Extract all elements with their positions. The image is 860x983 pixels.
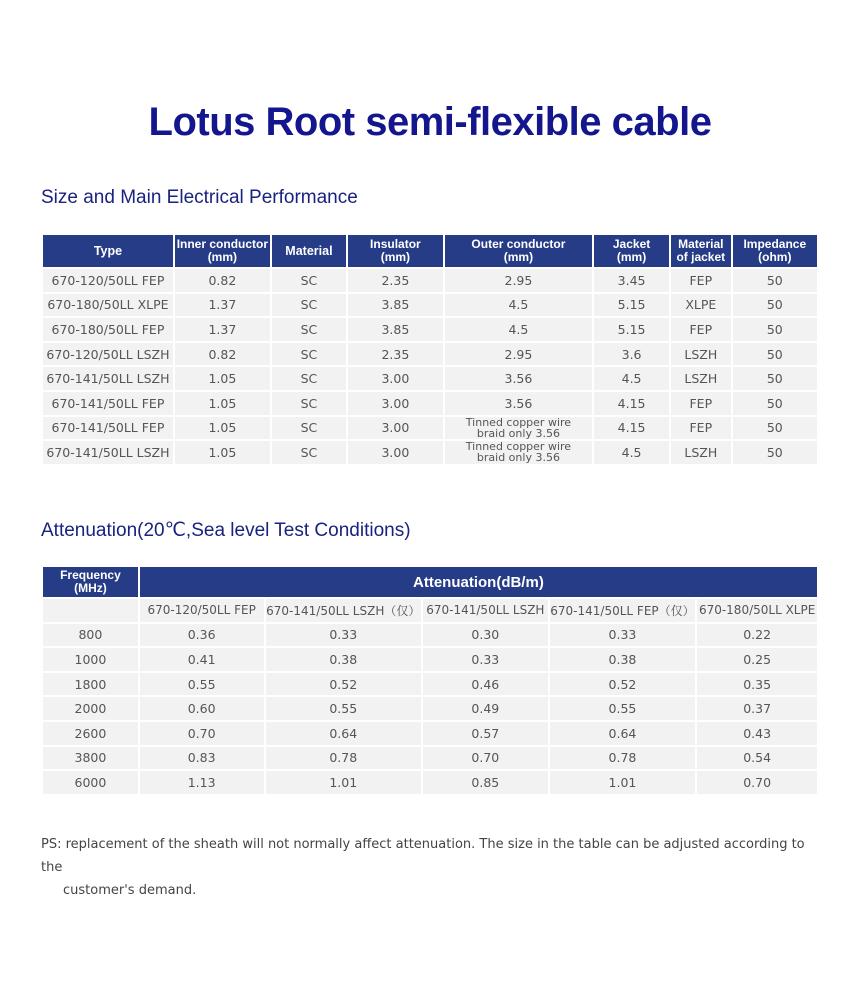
table-cell: 670-180/50LL FEP	[43, 318, 173, 341]
table-cell: 670-141/50LL FEP	[43, 417, 173, 440]
attenuation-cell: 0.55	[140, 673, 264, 696]
table-cell: 4.5	[445, 318, 592, 341]
attenuation-cell: 0.70	[140, 722, 264, 745]
attenuation-cell: 0.33	[550, 624, 696, 647]
spec-header-cell: Jacket (mm)	[594, 235, 669, 267]
table-cell: 3.00	[348, 392, 443, 415]
table-cell: 4.5	[445, 294, 592, 317]
atten-column-label: 670-120/50LL FEP	[140, 599, 264, 622]
table-cell: LSZH	[671, 343, 731, 366]
spec-header-cell: Insulator (mm)	[348, 235, 443, 267]
attenuation-cell: 0.36	[140, 624, 264, 647]
attenuation-cell: 1.01	[550, 771, 696, 794]
table-cell: 3.45	[594, 269, 669, 292]
table-row	[43, 441, 817, 464]
spec-header-cell: Inner conductor (mm)	[175, 235, 270, 267]
atten-subheader-row	[43, 599, 817, 622]
table-cell: 670-141/50LL FEP	[43, 392, 173, 415]
atten-header-row	[43, 567, 817, 597]
attenuation-cell: 1.01	[266, 771, 422, 794]
attenuation-cell: 0.55	[266, 697, 422, 720]
attenuation-cell: 0.78	[266, 747, 422, 770]
table-row	[43, 417, 817, 440]
table-cell: 3.56	[445, 367, 592, 390]
attenuation-cell: 1.13	[140, 771, 264, 794]
table-cell: 3.00	[348, 417, 443, 440]
table-cell: 2.35	[348, 343, 443, 366]
table-cell: SC	[272, 417, 346, 440]
spec-header-cell: Impedance (ohm)	[733, 235, 817, 267]
table-cell: 670-141/50LL LSZH	[43, 441, 173, 464]
blank-cell	[43, 599, 138, 622]
attenuation-cell: 0.83	[140, 747, 264, 770]
table-row	[43, 269, 817, 292]
attenuation-cell: 0.57	[423, 722, 548, 745]
table-cell: 50	[733, 441, 817, 464]
frequency-cell: 1800	[43, 673, 138, 696]
table-row	[43, 624, 817, 647]
table-cell: 50	[733, 343, 817, 366]
table-cell: FEP	[671, 392, 731, 415]
table-cell: 2.35	[348, 269, 443, 292]
spec-header-cell: Material of jacket	[671, 235, 731, 267]
attenuation-cell: 0.64	[550, 722, 696, 745]
frequency-header: Frequency (MHz)	[43, 567, 138, 597]
attenuation-cell: 0.30	[423, 624, 548, 647]
frequency-cell: 6000	[43, 771, 138, 794]
attenuation-cell: 0.70	[697, 771, 817, 794]
table-cell: 3.85	[348, 318, 443, 341]
attenuation-cell: 0.64	[266, 722, 422, 745]
atten-column-label: 670-141/50LL LSZH	[423, 599, 548, 622]
table-cell: 3.00	[348, 367, 443, 390]
ps-line-2: customer's demand.	[63, 883, 197, 898]
spec-header-row	[43, 235, 817, 267]
table-cell: 3.56	[445, 392, 592, 415]
table-cell: FEP	[671, 269, 731, 292]
page-title: Lotus Root semi-flexible cable	[148, 100, 712, 144]
table-row	[43, 747, 817, 770]
attenuation-cell: 0.49	[423, 697, 548, 720]
table-cell: 1.05	[175, 417, 270, 440]
frequency-cell: 3800	[43, 747, 138, 770]
attenuation-cell: 0.33	[423, 648, 548, 671]
attenuation-table	[41, 565, 819, 796]
frequency-cell: 2000	[43, 697, 138, 720]
attenuation-cell: 0.37	[697, 697, 817, 720]
table-row	[43, 294, 817, 317]
section-title-attenuation: Attenuation(20℃,Sea level Test Conditions)	[41, 520, 411, 541]
table-row	[43, 673, 817, 696]
table-cell: SC	[272, 367, 346, 390]
attenuation-cell: 0.55	[550, 697, 696, 720]
attenuation-cell: 0.46	[423, 673, 548, 696]
table-cell: 4.15	[594, 417, 669, 440]
table-cell: FEP	[671, 318, 731, 341]
table-cell: 50	[733, 417, 817, 440]
attenuation-cell: 0.38	[266, 648, 422, 671]
table-cell: SC	[272, 318, 346, 341]
atten-column-label: 670-141/50LL FEP（仅）	[550, 599, 696, 622]
frequency-cell: 800	[43, 624, 138, 647]
table-cell: 5.15	[594, 318, 669, 341]
attenuation-cell: 0.70	[423, 747, 548, 770]
table-cell: 670-120/50LL LSZH	[43, 343, 173, 366]
table-cell: 50	[733, 269, 817, 292]
section-title-size-performance: Size and Main Electrical Performance	[41, 187, 358, 208]
table-cell: 0.82	[175, 343, 270, 366]
atten-column-label: 670-141/50LL LSZH（仅）	[266, 599, 422, 622]
table-cell: SC	[272, 294, 346, 317]
frequency-cell: 2600	[43, 722, 138, 745]
attenuation-cell: 0.78	[550, 747, 696, 770]
table-cell: 5.15	[594, 294, 669, 317]
table-cell: 3.00	[348, 441, 443, 464]
attenuation-cell: 0.22	[697, 624, 817, 647]
attenuation-cell: 0.38	[550, 648, 696, 671]
table-cell: SC	[272, 441, 346, 464]
table-cell: 1.05	[175, 392, 270, 415]
attenuation-header: Attenuation(dB/m)	[140, 567, 817, 597]
table-cell: 4.5	[594, 367, 669, 390]
table-row	[43, 722, 817, 745]
table-cell: SC	[272, 392, 346, 415]
table-cell: Tinned copper wire braid only 3.56	[445, 441, 592, 464]
table-cell: 1.05	[175, 367, 270, 390]
frequency-cell: 1000	[43, 648, 138, 671]
attenuation-cell: 0.54	[697, 747, 817, 770]
table-cell: 4.15	[594, 392, 669, 415]
table-row	[43, 648, 817, 671]
spec-header-cell: Type	[43, 235, 173, 267]
attenuation-cell: 0.33	[266, 624, 422, 647]
table-cell: 50	[733, 294, 817, 317]
table-row	[43, 343, 817, 366]
table-cell: 2.95	[445, 343, 592, 366]
table-row	[43, 697, 817, 720]
table-cell: 4.5	[594, 441, 669, 464]
attenuation-cell: 0.41	[140, 648, 264, 671]
table-cell: 0.82	[175, 269, 270, 292]
table-row	[43, 771, 817, 794]
spec-header-cell: Outer conductor (mm)	[445, 235, 592, 267]
table-cell: LSZH	[671, 367, 731, 390]
table-cell: SC	[272, 343, 346, 366]
spec-table	[41, 233, 819, 466]
table-cell: LSZH	[671, 441, 731, 464]
attenuation-cell: 0.52	[550, 673, 696, 696]
table-cell: FEP	[671, 417, 731, 440]
table-cell: 50	[733, 392, 817, 415]
table-row	[43, 392, 817, 415]
ps-note	[41, 833, 821, 902]
table-cell: 3.6	[594, 343, 669, 366]
table-cell: 670-141/50LL LSZH	[43, 367, 173, 390]
table-cell: Tinned copper wire braid only 3.56	[445, 417, 592, 440]
attenuation-cell: 0.35	[697, 673, 817, 696]
table-cell: XLPE	[671, 294, 731, 317]
table-cell: 3.85	[348, 294, 443, 317]
table-cell: 50	[733, 367, 817, 390]
ps-line-1: PS: replacement of the sheath will not normally affect attenuation. The size in the table can be adjusted according to the	[41, 837, 805, 875]
table-cell: 2.95	[445, 269, 592, 292]
table-cell: 670-180/50LL XLPE	[43, 294, 173, 317]
atten-column-label: 670-180/50LL XLPE	[697, 599, 817, 622]
table-cell: 50	[733, 318, 817, 341]
spec-header-cell: Material	[272, 235, 346, 267]
attenuation-cell: 0.85	[423, 771, 548, 794]
table-row	[43, 318, 817, 341]
table-cell: 1.37	[175, 318, 270, 341]
attenuation-cell: 0.52	[266, 673, 422, 696]
table-cell: SC	[272, 269, 346, 292]
attenuation-cell: 0.60	[140, 697, 264, 720]
table-cell: 1.37	[175, 294, 270, 317]
table-row	[43, 367, 817, 390]
table-cell: 670-120/50LL FEP	[43, 269, 173, 292]
attenuation-cell: 0.25	[697, 648, 817, 671]
table-cell: 1.05	[175, 441, 270, 464]
attenuation-cell: 0.43	[697, 722, 817, 745]
